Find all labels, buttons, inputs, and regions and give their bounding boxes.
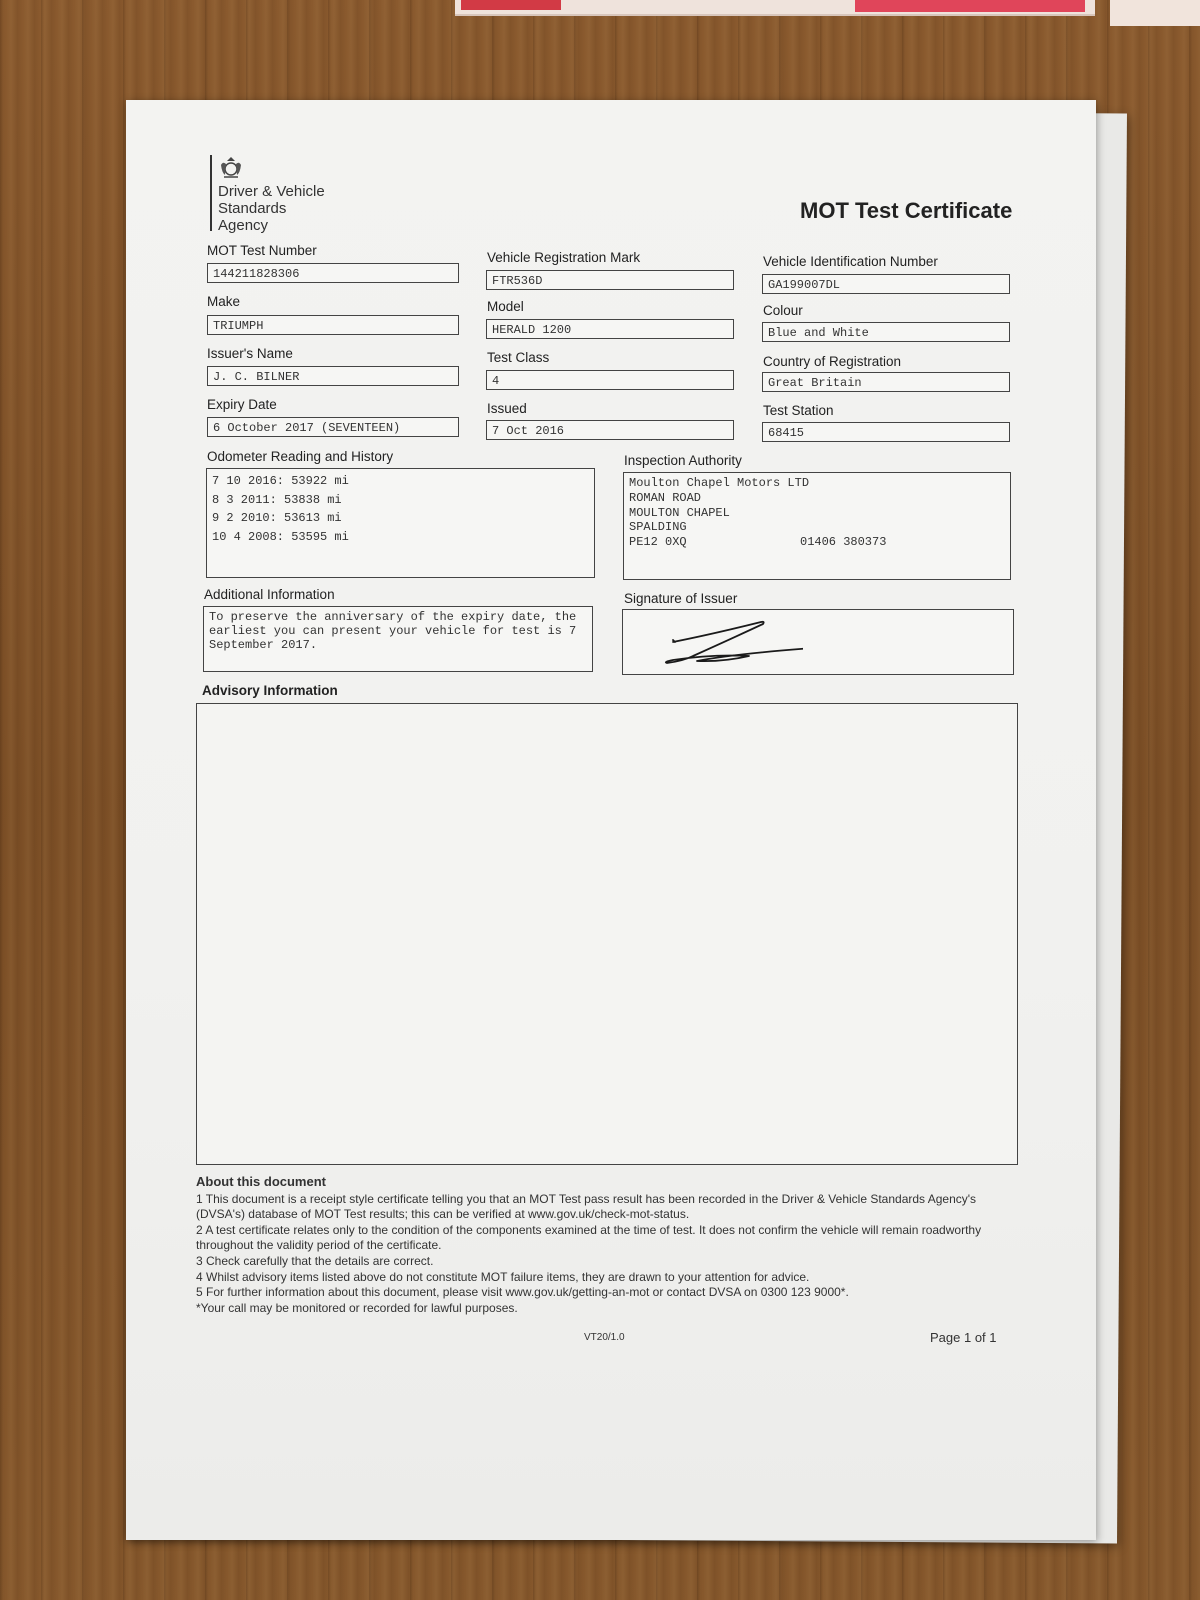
authority-line: SPALDING xyxy=(629,520,687,535)
envelope-stripe xyxy=(855,0,1085,12)
issued-label: Issued xyxy=(487,401,527,416)
about-section xyxy=(196,1174,1026,1316)
envelope-corner xyxy=(1110,0,1200,26)
odometer-entry: 9 2 2010: 53613 mi xyxy=(212,511,342,525)
test-station-label: Test Station xyxy=(763,403,834,418)
about-item: 5 For further information about this document, please visit www.gov.uk/getting-an-mot or contact DVSA on 0300 123 9000*. xyxy=(196,1285,849,1300)
model-label: Model xyxy=(487,299,524,314)
odometer-entry: 10 4 2008: 53595 mi xyxy=(212,529,349,544)
registration-label: Vehicle Registration Mark xyxy=(487,250,641,265)
inspection-authority-box xyxy=(623,472,1011,580)
issuer-name-label: Issuer's Name xyxy=(207,346,293,361)
form-code: VT20/1.0 xyxy=(584,1332,625,1343)
expiry-date-field: 6 October 2017 (SEVENTEEN) xyxy=(207,417,459,437)
certificate-sheet xyxy=(126,100,1096,1540)
registration-field: FTR536D xyxy=(486,270,734,290)
about-item: 3 Check carefully that the details are correct. xyxy=(196,1253,434,1268)
country-label: Country of Registration xyxy=(763,354,902,369)
advisory-label: Advisory Information xyxy=(202,683,338,698)
mot-certificate xyxy=(126,100,1096,1540)
logo-rule xyxy=(210,155,212,231)
authority-line xyxy=(629,535,1005,550)
vin-label: Vehicle Identification Number xyxy=(763,254,938,269)
model-field: HERALD 1200 xyxy=(486,319,734,339)
colour-label: Colour xyxy=(763,303,803,318)
authority-line: MOULTON CHAPEL xyxy=(629,505,730,520)
about-item: 1 This document is a receipt style certificate telling you that an MOT Test pass result has been recorded in the Driver & Vehicle Standards Agency's (DVSA's) database of MOT Test results; this can be verified at www.gov.uk/check-mot-status. xyxy=(196,1191,977,1222)
odometer-entry: 8 3 2011: 53838 mi xyxy=(212,492,342,507)
agency-name-line: Agency xyxy=(218,217,269,234)
vin-field: GA199007DL xyxy=(762,274,1010,294)
about-item: 4 Whilst advisory items listed above do not constitute MOT failure items, they are drawn to your attention for advice. xyxy=(196,1269,810,1284)
authority-line: ROMAN ROAD xyxy=(629,490,702,505)
agency-name xyxy=(218,183,325,234)
test-class-field: 4 xyxy=(486,370,734,390)
authority-phone: 01406 380373 xyxy=(800,535,887,550)
additional-info-box: To preserve the anniversary of the expiry date, the earliest you can present your vehicle for test is 7 September 2017. xyxy=(203,606,593,672)
authority-postcode: PE12 0XQ xyxy=(629,535,687,550)
odometer-label: Odometer Reading and History xyxy=(207,449,394,464)
make-label: Make xyxy=(207,294,241,309)
royal-crest-icon xyxy=(218,155,244,179)
signature-label: Signature of Issuer xyxy=(624,591,738,606)
agency-name-line: Driver & Vehicle xyxy=(218,183,325,200)
authority-line: Moulton Chapel Motors LTD xyxy=(629,476,810,490)
mot-test-number-label: MOT Test Number xyxy=(207,243,317,258)
issuer-signature xyxy=(653,616,803,668)
envelope-edge xyxy=(455,0,1095,16)
signature-box xyxy=(622,609,1014,675)
country-field: Great Britain xyxy=(762,372,1010,392)
issuer-name-field: J. C. BILNER xyxy=(207,366,459,386)
about-item: 2 A test certificate relates only to the condition of the components examined at the time of test. It does not confirm the vehicle will remain roadworthy throughout the validity period of the certificate. xyxy=(196,1222,982,1253)
advisory-box xyxy=(196,703,1018,1165)
page-number: Page 1 of 1 xyxy=(930,1330,997,1345)
about-note: *Your call may be monitored or recorded for lawful purposes. xyxy=(196,1300,518,1315)
inspection-authority-label: Inspection Authority xyxy=(624,453,742,468)
envelope-stripe xyxy=(461,0,561,10)
odometer-entry: 7 10 2016: 53922 mi xyxy=(212,474,349,488)
expiry-date-label: Expiry Date xyxy=(207,397,277,412)
page-title: MOT Test Certificate xyxy=(800,198,1013,223)
agency-name-line: Standards xyxy=(218,200,287,217)
test-station-field: 68415 xyxy=(762,422,1010,442)
additional-info-label: Additional Information xyxy=(204,587,335,602)
issued-field: 7 Oct 2016 xyxy=(486,420,734,440)
make-field: TRIUMPH xyxy=(207,315,459,335)
mot-test-number-field: 144211828306 xyxy=(207,263,459,283)
about-heading: About this document xyxy=(196,1174,326,1189)
odometer-history xyxy=(206,468,595,578)
colour-field: Blue and White xyxy=(762,322,1010,342)
test-class-label: Test Class xyxy=(487,350,550,365)
